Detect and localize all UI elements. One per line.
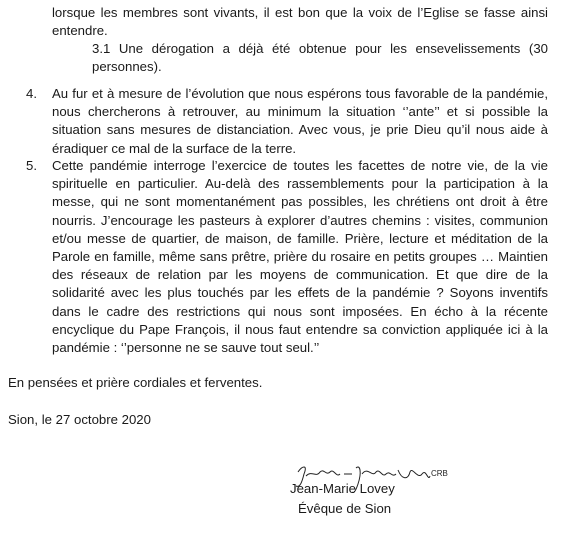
signature-block (290, 458, 450, 518)
svg-text:CRB: CRB (431, 469, 448, 478)
paragraph-continuation: lorsque les membres sont vivants, il est bon que la voix de l’Eglise se fasse ainsi entendre. (52, 5, 548, 39)
list-text-5: Cette pandémie interroge l’exercice de toutes les facettes de notre vie, de la vie spirituelle en particulier. Au-delà des rassemblements pour la participation à la messe, qui ne sont momentanément pas possibles, les chrétiens ont droit à être nourris. J’encourage les pasteurs à explorer d’autres chemins : visites, communion et/ou messe de quartier, de maison, de famille. Prière, lecture et méditation de la Parole en famille, même sans prêtre, prière du rosaire en petits groupes … Maintien des réseaux de relation par les moyens de communication. Et que dire de la solidarité avec les plus touchés par les effets de la pandémie ? Soyons inventifs dans le cadre des restrictions qui nous sont imposées. En écho à la récente encyclique du Pape François, il nous faut entendre sa conviction appliquée ici à la pandémie : ‘’personne ne se sauve tout seul.’’ (52, 158, 548, 356)
list-text-4: Au fur et à mesure de l’évolution que nous espérons tous favorable de la pandémie, nous chercherons à retrouver, au minimum la situation ‘’ante’’ et si possible la situation sans mesures de distanciation. Avec vous, je prie Dieu qu’il nous aide à éradiquer ce mal de la surface de la terre. (52, 86, 548, 156)
signer-title: Évêque de Sion (298, 501, 392, 516)
closing-line: En pensées et prière cordiales et ferventes. (8, 375, 263, 390)
paragraph-3-1: 3.1 Une dérogation a déjà été obtenue pour les ensevelissements (30 personnes). (92, 41, 548, 75)
list-number-4: 4. (26, 86, 37, 101)
list-item-5 (26, 157, 548, 357)
list-number-5: 5. (26, 158, 37, 173)
list-item-4 (26, 85, 548, 158)
signer-name: Jean-Marie Lovey (290, 481, 395, 496)
place-date: Sion, le 27 octobre 2020 (8, 412, 151, 427)
